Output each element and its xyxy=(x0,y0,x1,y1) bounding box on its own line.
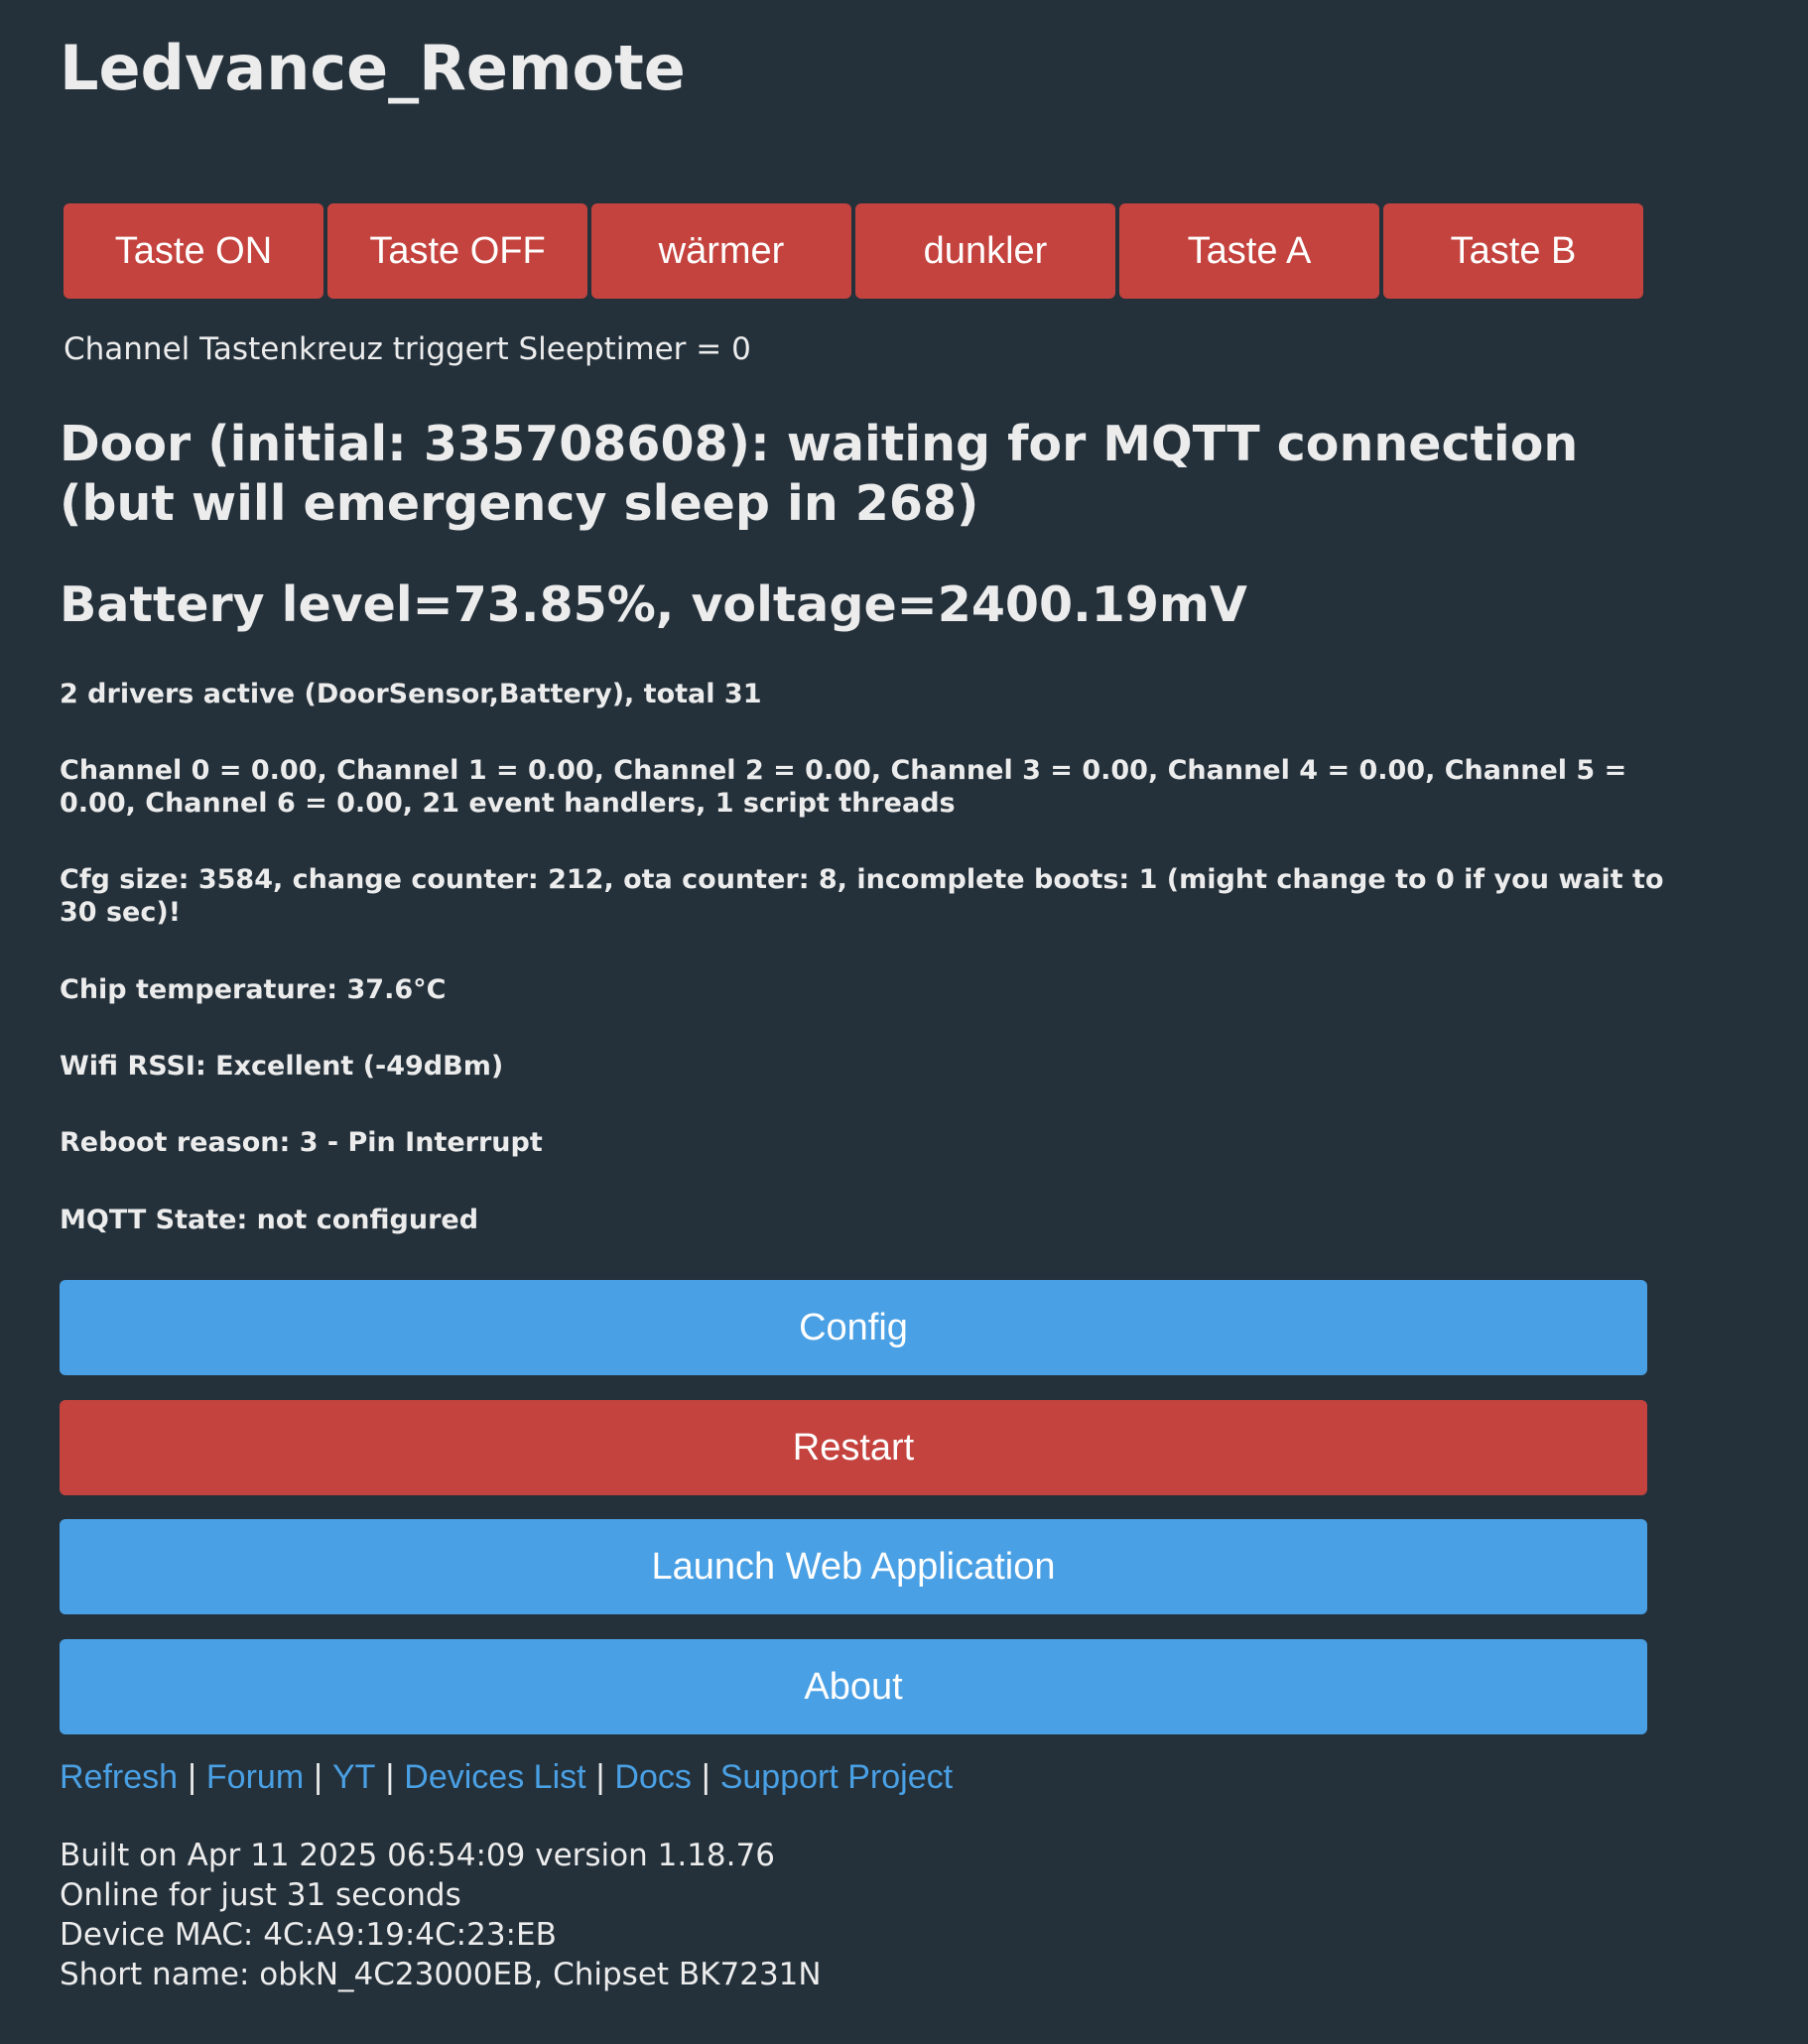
build-info xyxy=(60,1836,822,1994)
reboot-reason-info: Reboot reason: 3 - Pin Interrupt xyxy=(60,1127,543,1158)
link-separator: | xyxy=(188,1758,196,1796)
waermer-button[interactable]: wärmer xyxy=(591,203,851,299)
door-status: Door (initial: 335708608): waiting for MQTT connection (but will emergency sleep in 268) xyxy=(60,416,1579,532)
short-name-line: Short name: obkN_4C23000EB, Chipset BK7231N xyxy=(60,1957,822,1992)
chip-temperature-info: Chip temperature: 37.6°C xyxy=(60,974,447,1005)
dunkler-button[interactable]: dunkler xyxy=(855,203,1115,299)
link-separator: | xyxy=(595,1758,605,1796)
yt-link[interactable]: YT xyxy=(331,1758,376,1796)
mac-line: Device MAC: 4C:A9:19:4C:23:EB xyxy=(60,1917,557,1953)
link-separator: | xyxy=(385,1758,395,1796)
page-title: Ledvance_Remote xyxy=(60,32,686,104)
docs-link[interactable]: Docs xyxy=(614,1758,692,1796)
forum-link[interactable]: Forum xyxy=(205,1758,305,1796)
link-separator: | xyxy=(701,1758,710,1796)
restart-button[interactable]: Restart xyxy=(60,1400,1647,1495)
refresh-link[interactable]: Refresh xyxy=(60,1758,179,1796)
channel-note: Channel Tastenkreuz triggert Sleeptimer = 0 xyxy=(64,331,751,367)
built-line: Built on Apr 11 2025 06:54:09 version 1.18.76 xyxy=(60,1838,775,1873)
drivers-info: 2 drivers active (DoorSensor,Battery), total 31 xyxy=(60,679,762,709)
config-button[interactable]: Config xyxy=(60,1280,1647,1375)
taste-b-button[interactable]: Taste B xyxy=(1383,203,1643,299)
footer-links xyxy=(60,1758,953,1797)
taste-on-button[interactable]: Taste ON xyxy=(64,203,323,299)
devices-list-link[interactable]: Devices List xyxy=(404,1758,586,1796)
launch-web-app-button[interactable]: Launch Web Application xyxy=(60,1519,1647,1614)
channel-button-row xyxy=(64,203,1643,299)
about-button[interactable]: About xyxy=(60,1639,1647,1734)
cfg-info: Cfg size: 3584, change counter: 212, ota counter: 8, incomplete boots: 1 (might change to 0 if you wait to 30 sec)! xyxy=(60,864,1664,928)
mqtt-state-info: MQTT State: not configured xyxy=(60,1205,479,1235)
channels-info: Channel 0 = 0.00, Channel 1 = 0.00, Channel 2 = 0.00, Channel 3 = 0.00, Channel 4 = 0.00, Channel 5 = 0.00, Channel 6 = 0.00, 21 event handlers, 1 script threads xyxy=(60,755,1627,819)
wifi-rssi-info: Wifi RSSI: Excellent (-49dBm) xyxy=(60,1051,504,1082)
support-project-link[interactable]: Support Project xyxy=(719,1758,954,1796)
online-line: Online for just 31 seconds xyxy=(60,1877,461,1913)
taste-a-button[interactable]: Taste A xyxy=(1119,203,1379,299)
link-separator: | xyxy=(314,1758,323,1796)
battery-status: Battery level=73.85%, voltage=2400.19mV xyxy=(60,576,1247,633)
taste-off-button[interactable]: Taste OFF xyxy=(327,203,587,299)
